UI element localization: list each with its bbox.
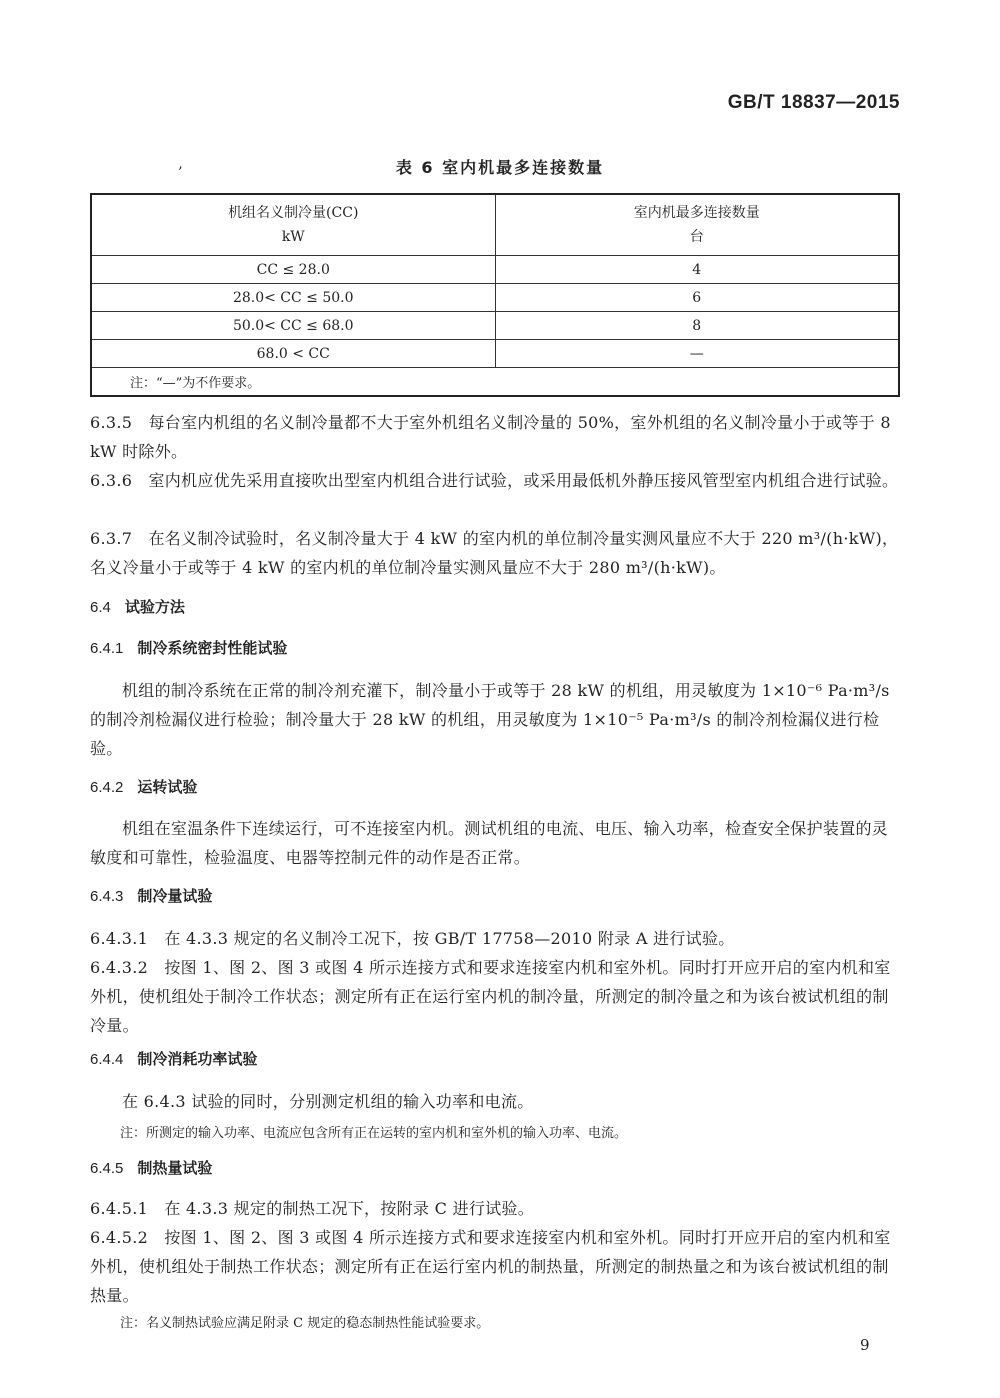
section-title: 制冷系统密封性能试验 [137, 639, 288, 657]
table-row [91, 284, 899, 312]
header-count-label: 室内机最多连接数量 [633, 205, 760, 221]
row-count: 6 [495, 284, 899, 312]
clause-6-4-4-note: 注：所测定的输入功率、电流应包含所有正在运转的室内机和室外机的输入功率、电流。 [120, 1126, 628, 1141]
table-note-row [91, 368, 899, 397]
row-range: 50.0< CC ≤ 68.0 [91, 312, 495, 340]
section-number: 6.4.2 [90, 779, 124, 796]
clause-6-4-1-body: 机组的制冷系统在正常的制冷剂充灌下，制冷量小于或等于 28 kW 的机组，用灵敏度为 1×10⁻⁶ Pa·m³/s的制冷剂检漏仪进行检验；制冷量大于 28 kW 的机组，用灵敏度为 1×10⁻⁵ Pa·m³/s 的制冷剂检漏仪进行检验。 [90, 681, 890, 758]
header-count [495, 194, 899, 256]
section-number: 6.4.4 [90, 1051, 124, 1068]
table-row [91, 256, 899, 284]
row-count: 8 [495, 312, 899, 340]
table-header-row [91, 194, 899, 256]
clause-6-4-4-body: 在 6.4.3 试验的同时，分别测定机组的输入功率和电流。 [122, 1092, 534, 1111]
section-number: 6.4.5 [90, 1160, 124, 1177]
section-6-4-5-heading [90, 1157, 212, 1178]
page-number: 9 [860, 1336, 870, 1354]
section-title: 制冷消耗功率试验 [137, 1050, 258, 1068]
header-count-unit: 台 [689, 229, 704, 245]
section-number: 6.4.1 [90, 640, 124, 657]
table-row [91, 312, 899, 340]
clause-6-4-2-body: 机组在室温条件下连续运行，可不连接室内机。测试机组的电流、电压、输入功率，检查安全保护装置的灵敏度和可靠性，检验温度、电器等控制元件的动作是否正常。 [90, 819, 889, 867]
row-range: 28.0< CC ≤ 50.0 [91, 284, 495, 312]
table-title: 表 6 室内机最多连接数量 [395, 158, 605, 177]
section-6-4-3-heading [90, 885, 212, 906]
section-6-4-2-heading [90, 776, 197, 797]
clause-6-3-7: 6.3.7 在名义制冷试验时，名义制冷量大于 4 kW 的室内机的单位制冷量实测风量应不大于 220 m³/(h·kW)，名义冷量小于或等于 4 kW 的室内机的单位制冷量实测风量应不大于 280 m³/(h·kW)。 [90, 529, 899, 577]
section-number: 6.4.3 [90, 888, 124, 905]
row-count: 4 [495, 256, 899, 284]
section-6-4-heading [90, 596, 185, 617]
row-range: CC ≤ 28.0 [91, 256, 495, 284]
clause-6-4-3-2: 6.4.3.2 按图 1、图 2、图 3 或图 4 所示连接方式和要求连接室内机和室外机。同时打开应开启的室内机和室外机，使机组处于制冷工作状态；测定所有正在运行室内机的制冷量，所测定的制冷量之和为该台被试机组的制冷量。 [90, 958, 891, 1035]
clause-6-3-6: 6.3.6 室内机应优先采用直接吹出型室内机组合进行试验，或采用最低机外静压接风管型室内机组合进行试验。 [90, 471, 899, 490]
section-title: 制冷量试验 [137, 887, 213, 905]
section-6-4-1-heading [90, 637, 287, 658]
table-note: 注：“—”为不作要求。 [91, 368, 899, 397]
table-row [91, 340, 899, 368]
section-title: 运转试验 [137, 778, 198, 796]
connection-table [90, 193, 900, 397]
clause-6-3-5: 6.3.5 每台室内机组的名义制冷量都不大于室外机组名义制冷量的 50%，室外机组的名义制冷量小于或等于 8 kW 时除外。 [90, 413, 891, 461]
clause-6-4-5-note: 注：名义制热试验应满足附录 C 规定的稳态制热性能试验要求。 [120, 1316, 490, 1331]
section-number: 6.4 [90, 599, 111, 616]
row-range: 68.0 < CC [91, 340, 495, 368]
header-capacity [91, 194, 495, 256]
clause-6-4-5-2: 6.4.5.2 按图 1、图 2、图 3 或图 4 所示连接方式和要求连接室内机和室外机。同时打开应开启的室内机和室外机，使机组处于制热工作状态；测定所有正在运行室内机的制热量，所测定的制热量之和为该台被试机组的制热量。 [90, 1228, 891, 1305]
row-count: — [495, 340, 899, 368]
section-6-4-4-heading [90, 1048, 257, 1069]
section-title: 制热量试验 [137, 1159, 213, 1177]
clause-6-4-5-1: 6.4.5.1 在 4.3.3 规定的制热工况下，按附录 C 进行试验。 [90, 1199, 535, 1218]
stray-mark: ’ [178, 165, 183, 181]
header-capacity-unit: kW [281, 229, 305, 245]
header-capacity-label: 机组名义制冷量(CC) [228, 205, 359, 221]
standard-id: GB/T 18837—2015 [727, 92, 900, 113]
clause-6-4-3-1: 6.4.3.1 在 4.3.3 规定的名义制冷工况下，按 GB/T 17758—2010 附录 A 进行试验。 [90, 929, 735, 948]
section-title: 试验方法 [124, 598, 185, 616]
